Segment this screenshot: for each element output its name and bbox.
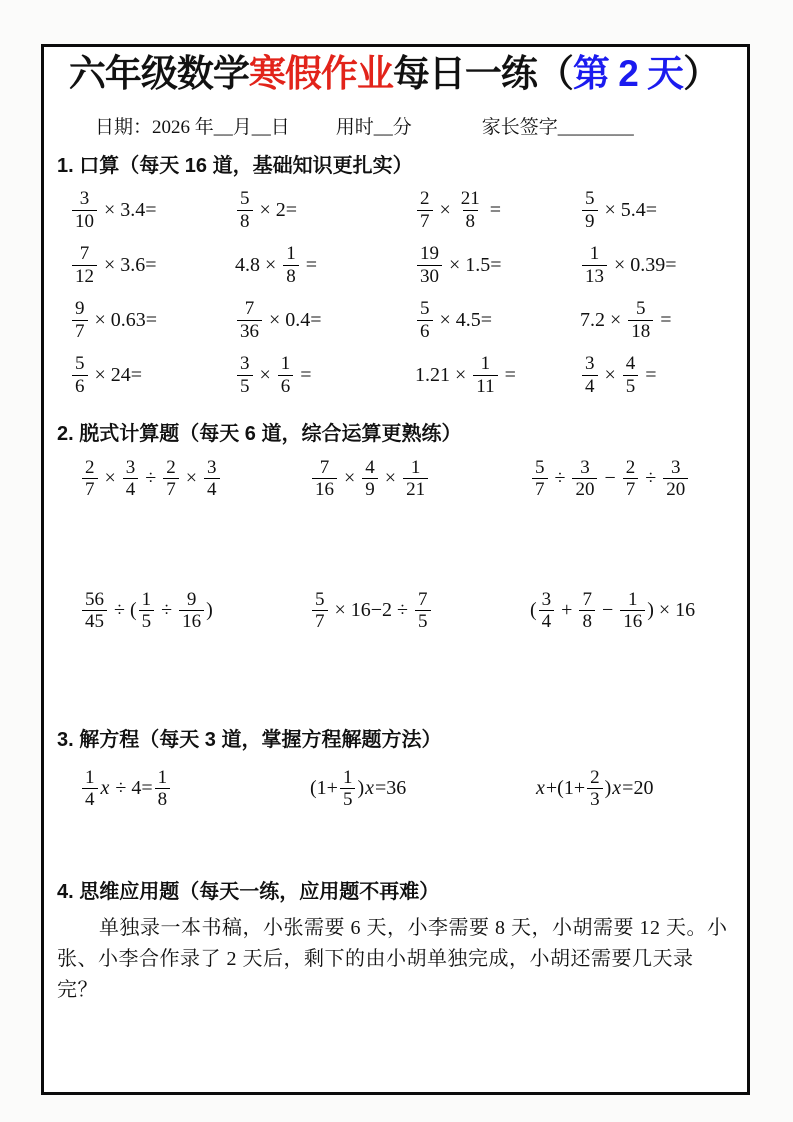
math-text: × 0.4= <box>264 308 322 331</box>
fraction: $\frac{7}{16}$ <box>312 457 337 501</box>
math-text: × <box>339 467 361 490</box>
math-text: − <box>596 599 619 622</box>
math-text: × <box>434 198 456 221</box>
equation-problems-grid <box>80 761 731 817</box>
math-text: = <box>499 363 516 386</box>
time-spent-field: 用时__分 <box>335 116 412 138</box>
math-text: = <box>295 363 312 386</box>
math-text: × 3.4= <box>99 198 157 221</box>
oral-problem <box>70 293 235 348</box>
section-heading-equations: 3. 解方程（每天 3 道，掌握方程解题方法） <box>57 728 442 751</box>
oral-problem <box>415 348 580 403</box>
fraction: $\frac{3}{4}$ <box>539 589 555 633</box>
fraction: $\frac{3}{20}$ <box>663 457 688 501</box>
math-text: × 4.5= <box>434 308 493 331</box>
oral-problem <box>70 238 235 293</box>
fraction: $\frac{2}{7}$ <box>163 457 179 501</box>
math-text: × 5.4= <box>599 198 658 221</box>
section-heading-stepwise: 2. 脱式计算题（每天 6 道，综合运算更熟练） <box>57 422 462 445</box>
fraction: $\frac{2}{7}$ <box>417 188 433 232</box>
fraction: $\frac{5}{18}$ <box>628 298 653 342</box>
fraction: $\frac{3}{5}$ <box>237 353 253 397</box>
fraction: $\frac{21}{8}$ <box>460 188 480 232</box>
oral-problem <box>580 348 731 403</box>
math-text: × 0.39= <box>609 253 677 276</box>
section-heading-word-problem: 4. 思维应用题（每天一练，应用题不再难） <box>57 880 440 903</box>
page-title <box>57 53 731 96</box>
oral-problem <box>415 183 580 238</box>
fraction: $\frac{1}{4}$ <box>82 767 98 811</box>
math-text: × <box>180 467 203 490</box>
math-text: × <box>599 363 621 386</box>
math-text: − <box>599 467 621 490</box>
math-text: ÷ <box>640 467 662 490</box>
oral-problem <box>415 293 580 348</box>
fraction: $\frac{3}{4}$ <box>204 457 220 501</box>
fraction: $\frac{4}{9}$ <box>362 457 378 501</box>
math-text: 4.8 × <box>235 253 282 276</box>
math-text: × <box>254 363 276 386</box>
oral-problem <box>235 183 415 238</box>
math-text: = <box>640 363 657 386</box>
fraction: $\frac{1}{13}$ <box>582 243 607 287</box>
fraction: $\frac{7}{12}$ <box>72 243 97 287</box>
math-text: =36 <box>375 777 407 800</box>
title-winter-homework: 寒假作业 <box>248 53 393 94</box>
math-text: ÷ <box>156 599 178 622</box>
math-text: (1+ <box>310 777 338 800</box>
equation-problem <box>535 761 731 817</box>
fraction: $\frac{1}{5}$ <box>139 589 155 633</box>
oral-problem <box>580 238 731 293</box>
math-text: + <box>556 599 578 622</box>
fraction: $\frac{5}{7}$ <box>532 457 548 501</box>
math-text: ÷ <box>549 467 571 490</box>
stepwise-problem <box>310 451 530 507</box>
fraction: $\frac{5}{9}$ <box>582 188 598 232</box>
math-text: = <box>484 198 502 221</box>
math-text: ÷ <box>140 467 162 490</box>
fraction: $\frac{9}{7}$ <box>72 298 88 342</box>
math-text: ÷ 4= <box>110 777 153 800</box>
math-text: ) <box>357 777 365 800</box>
worksheet-page <box>41 44 750 1095</box>
fraction: $\frac{1}{8}$ <box>155 767 171 811</box>
fraction: $\frac{2}{3}$ <box>587 767 603 811</box>
math-text: =20 <box>622 777 654 800</box>
fraction: $\frac{3}{4}$ <box>582 353 598 397</box>
fraction: $\frac{7}{5}$ <box>415 589 431 633</box>
fraction: $\frac{5}{7}$ <box>312 589 328 633</box>
stepwise-problem <box>530 451 731 507</box>
oral-problem <box>580 183 731 238</box>
fraction: $\frac{1}{21}$ <box>403 457 428 501</box>
math-text: × 16−2 ÷ <box>329 599 414 622</box>
oral-problem <box>235 348 415 403</box>
fraction: $\frac{2}{7}$ <box>623 457 639 501</box>
oral-problems-grid <box>70 183 731 403</box>
variable-x: x <box>612 777 622 800</box>
title-paren-close: ） <box>683 53 720 94</box>
fraction: $\frac{1}{6}$ <box>278 353 294 397</box>
fraction: $\frac{3}{4}$ <box>123 457 139 501</box>
fraction: $\frac{7}{8}$ <box>579 589 595 633</box>
fraction: $\frac{1}{5}$ <box>340 767 356 811</box>
math-text: = <box>655 308 672 331</box>
math-text: ( <box>530 599 537 622</box>
title-daily-practice: 每日一练 <box>392 53 537 94</box>
stepwise-problem <box>80 583 310 639</box>
parent-signature-field: 家长签字________ <box>481 116 634 138</box>
math-text: ) × 16 <box>647 599 696 622</box>
variable-x: x <box>536 777 545 800</box>
oral-problem <box>70 183 235 238</box>
math-text: 1.21 × <box>415 363 472 386</box>
stepwise-problem <box>530 583 731 639</box>
math-text: +(1+ <box>545 777 586 800</box>
stepwise-problem <box>80 451 310 507</box>
math-text: = <box>300 253 318 276</box>
variable-x: x <box>100 777 110 800</box>
fraction: $\frac{2}{7}$ <box>82 457 98 501</box>
oral-problem <box>415 238 580 293</box>
variable-x: x <box>365 777 375 800</box>
math-text: × <box>379 467 402 490</box>
fraction: $\frac{5}{6}$ <box>417 298 433 342</box>
math-text: × 24= <box>89 363 143 386</box>
fraction: $\frac{5}{8}$ <box>237 188 253 232</box>
math-text: × 3.6= <box>99 253 157 276</box>
oral-problem <box>70 348 235 403</box>
title-grade-subject: 六年级数学 <box>68 53 249 94</box>
math-text: × <box>99 467 121 490</box>
fraction: $\frac{19}{30}$ <box>417 243 442 287</box>
stepwise-problem <box>310 583 530 639</box>
math-text: ) <box>206 599 213 622</box>
stepwise-problems-grid <box>80 451 731 639</box>
fraction: $\frac{1}{8}$ <box>283 243 299 287</box>
math-text: × 1.5= <box>444 253 502 276</box>
fraction: $\frac{1}{11}$ <box>473 353 497 397</box>
fraction: $\frac{3}{20}$ <box>572 457 597 501</box>
math-text: × 0.63= <box>89 308 158 331</box>
oral-problem <box>235 293 415 348</box>
word-problem-text: 单独录一本书稿，小张需要 6 天，小李需要 8 天，小胡需要 12 天。小张、小李合作录了 2 天后，剩下的由小胡单独完成，小胡还需要几天录完？ <box>57 916 728 1001</box>
fraction: $\frac{4}{5}$ <box>623 353 639 397</box>
math-text: × 2= <box>254 198 298 221</box>
fraction: $\frac{1}{16}$ <box>620 589 645 633</box>
equation-problem <box>310 761 535 817</box>
fraction: $\frac{56}{45}$ <box>82 589 107 633</box>
math-text: 7.2 × <box>580 308 627 331</box>
date-field: 日期：2026 年__月__日 <box>95 116 290 138</box>
math-text: ) <box>604 777 612 800</box>
oral-problem <box>235 238 415 293</box>
section-heading-oral: 1. 口算（每天 16 道，基础知识更扎实） <box>57 154 413 177</box>
fraction: $\frac{9}{16}$ <box>179 589 204 633</box>
math-text: ÷ ( <box>109 599 137 622</box>
oral-problem <box>580 293 731 348</box>
fraction: $\frac{7}{36}$ <box>237 298 262 342</box>
title-paren-open: （ <box>536 53 573 94</box>
fraction: $\frac{5}{6}$ <box>72 353 88 397</box>
title-day-number: 第 2 天 <box>572 53 684 94</box>
fraction: $\frac{3}{10}$ <box>72 188 97 232</box>
equation-problem <box>80 761 310 817</box>
meta-line <box>95 112 731 139</box>
